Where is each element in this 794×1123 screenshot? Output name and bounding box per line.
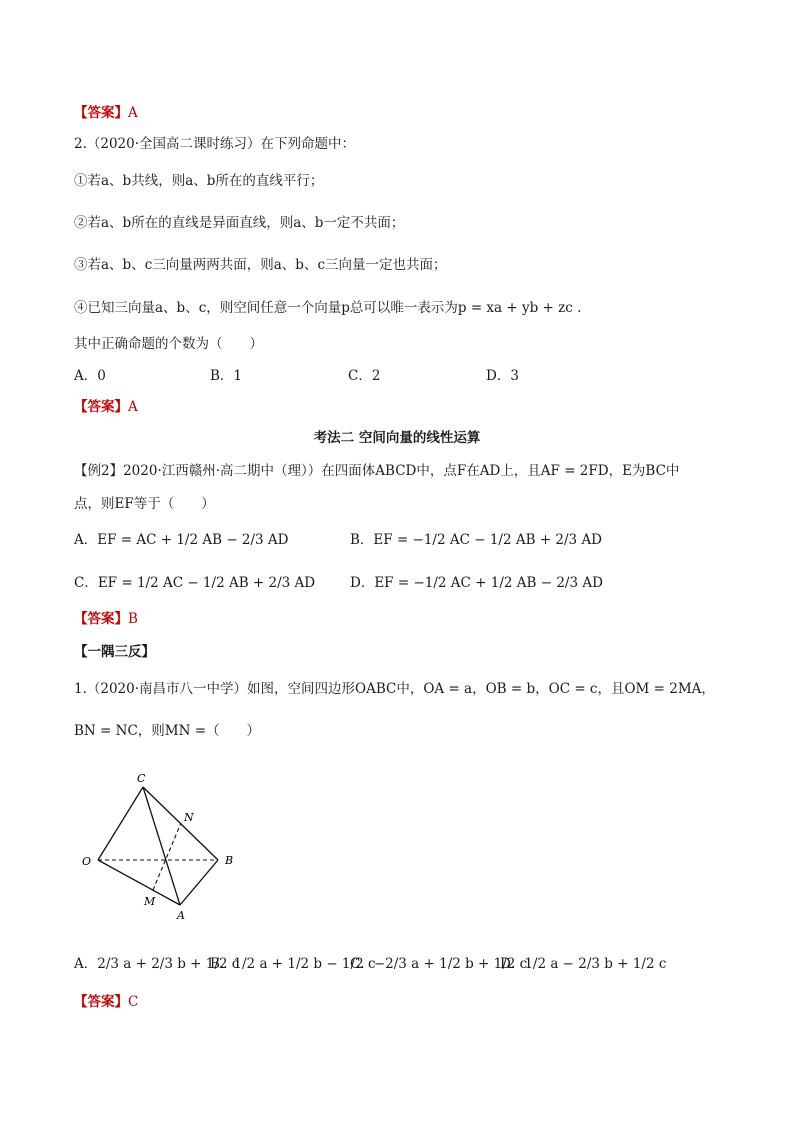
q1-option-a: A．2/3 a + 2/3 b + 1/2 c [74,956,240,972]
answer-line: 【答案】C [74,994,139,1010]
example-option-d: D．EF = −1/2 AC + 1/2 AB − 2/3 AD [350,575,603,591]
proposition-3: ③若a、b、c三向量两两共面，则a、b、c三向量一定也共面； [74,257,447,273]
proposition-1: ①若a、b共线，则a、b所在的直线平行； [74,173,324,189]
option-d: D．3 [486,368,519,384]
answer-value: A [128,105,138,121]
answer-line [74,103,138,123]
example-stem-1: 【例2】2020·江西赣州·高二期中（理））在四面体ABCD中，点F在AD上，且AF = 2FD，E为BC中 [74,463,680,479]
answer-line: 【答案】B [74,611,138,627]
label-b: B [225,854,234,867]
section-subtitle: 【一隅三反】 [74,644,155,660]
edge-oc [98,787,143,860]
label-n: N [184,811,194,824]
option-a: A．0 [74,368,106,384]
question-stem-2: BN = NC，则MN =（ ） [74,723,261,739]
option-b: B．1 [210,368,243,384]
section-title: 考法二 空间向量的线性运算 [313,430,481,446]
q1-option-d: D．1/2 a − 2/3 b + 1/2 c [500,956,667,972]
example-option-c: C．EF = 1/2 AC − 1/2 AB + 2/3 AD [74,575,316,591]
edge-ab [180,860,218,905]
label-m: M [144,895,156,908]
example-option-a: A．EF = AC + 1/2 AB − 2/3 AD [74,532,289,548]
question-stem-1: 1.（2020·南昌市八一中学）如图，空间四边形OABC中，OA = a，OB = b，OC = c，且OM = 2MA， [74,681,715,697]
question-ask: 其中正确命题的个数为（ ） [74,336,263,352]
label-c: C [137,772,146,785]
option-c: C．2 [348,368,381,384]
question-stem: 2.（2020·全国高二课时练习）在下列命题中： [74,136,356,152]
tetrahedron-figure [74,765,254,925]
proposition-2: ②若a、b所在的直线是异面直线，则a、b一定不共面； [74,215,405,231]
answer-tag: 【答案】 [74,105,128,121]
label-o: O [82,855,92,868]
q1-option-b: B．1/2 a + 1/2 b − 1/2 c [210,956,376,972]
proposition-4: ④已知三向量a、b、c，则空间任意一个向量p总可以唯一表示为p = xa + yb + zc . [74,300,582,316]
example-stem-2: 点，则EF等于（ ） [74,496,215,512]
label-a: A [177,909,185,922]
answer-line: 【答案】A [74,399,138,415]
q1-option-c: C．−2/3 a + 1/2 b + 1/2 c [350,956,528,972]
example-option-b: B．EF = −1/2 AC − 1/2 AB + 2/3 AD [350,532,603,548]
